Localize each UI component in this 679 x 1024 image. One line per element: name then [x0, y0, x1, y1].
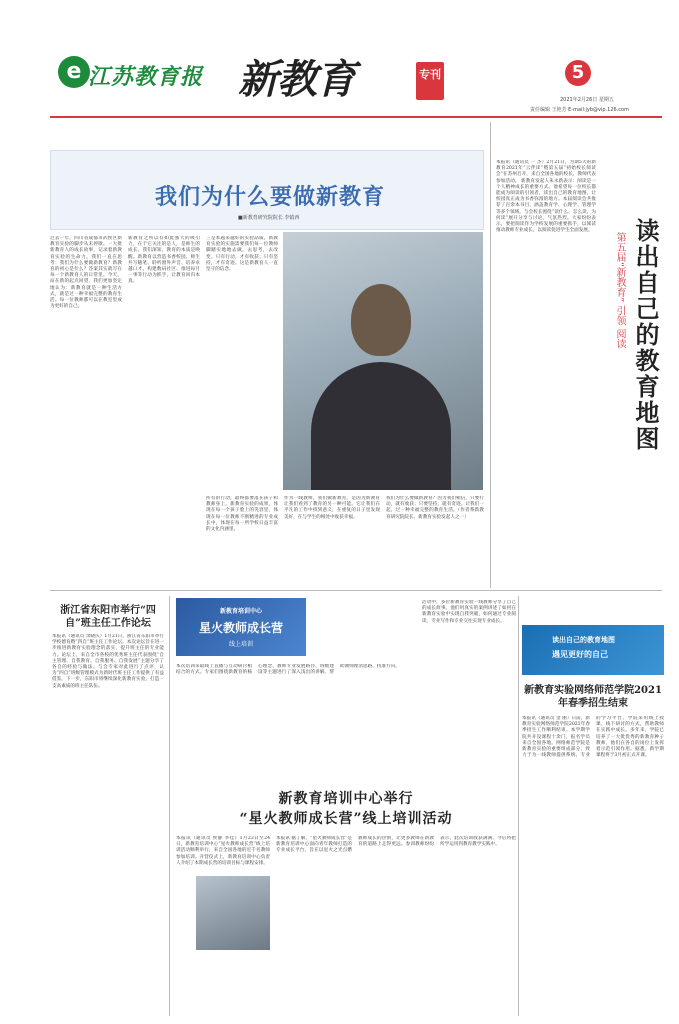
- editor-line: 责任编辑 王艳芳 E-mail:jyb@vip.126.com: [530, 107, 629, 113]
- newspaper-logo-icon: e: [58, 56, 90, 88]
- training-banner-line-1: 新教育培训中心: [219, 608, 262, 615]
- right-news-divider: [518, 596, 519, 1016]
- main-news-headline-2: “星火教师成长营”线上培训活动: [239, 811, 453, 827]
- right-banner-line-1: 读出自己的教育地图: [552, 636, 615, 644]
- page-number: 5: [565, 60, 591, 86]
- right-feature-subtitle: 第五届“新教育” 引领 阅读: [614, 232, 625, 349]
- right-news-text: 本报讯（通讯员 金 丽）日前，新教育实验网络师范学院2021年春季招生工作顺利结束。本学期学院共开设课程十余门，报名学员来自全国各地。网络师范学院是新教育实验的重要组成部分，致力于为一线教师提供系统、专业的学习平台。学院采用线上授课、线下研讨的方式，帮助教师在实践中成长。多年来，学院已培养了一大批优秀的新教育种子教师，他们在各自的岗位上发挥着示范引领作用。据悉，新学期课程将于3月初正式开课。: [522, 716, 664, 759]
- portrait-head: [351, 284, 411, 356]
- training-banner-line-3: 线上培训: [228, 641, 253, 648]
- main-news-col-1: 本报讯（通讯员 侯静 李佳）1月23日至24日，新教育培训中心“星火教师成长营”线上培训活动顺利举行，来自全国各地的近千名教师参加培训。开营仪式上，新教育培训中心负责人介绍了本期成长营的培训目标与课程安排。: [176, 836, 270, 866]
- main-news-headline-1: 新教育培训中心举行: [278, 791, 414, 807]
- lead-byline: ■新教育研究院院长 李镇西: [238, 215, 300, 221]
- training-banner: [176, 598, 306, 656]
- section-title: 新教育: [238, 56, 355, 103]
- lead-column-3: 三是本越来越好的实验品质。新教育实验的实施需要我们每一位教师脚踏实地地去做，去思考，去改变。只有行动，才有收获；只有坚持，才有奇迹。这是新教育人一直坚守的信念。: [206, 236, 278, 273]
- lead-column-6: 我们为什么要做新教育？因为我们相信，只要行动，就有收获；只要坚持，就有奇迹。让我们一起，过一种幸福完整的教育生活。（作者系新教育研究院院长、新教育实验发起人之一）: [386, 496, 484, 520]
- right-feature-dateline: [496, 160, 596, 588]
- right-feature-title: 读出自己的教育地图: [631, 218, 660, 452]
- lead-column-1: 过去一年，四川省成都市武侯区新教育实验的脚步从未停歇。一大批新教育人的成长故事，记录着新教育实验的生命力。我们一直在思考：我们为什么要做新教育？新教育的初心是什么？答案其实就写在每一个新教育人的日常里。今天，站在新的起点回望，我们更加坚定地认为：新教育就是一种生活方式，就是过一种幸福完整的教育生活。每一位教师都可以在教室里成为更好的自己。: [50, 236, 122, 310]
- right-feature-lead: 本报讯（通讯员 一 杰）2月21日，为期5天的新教育2021年“云伴读”暨第五届“初始校长阅读会”在苏州召开，来自全国各地的校长、教师代表参加活动。: [496, 160, 596, 184]
- newspaper-name: 江苏教育报: [88, 64, 204, 90]
- main-news-col-1b: [176, 954, 270, 1014]
- training-banner-line-2: 星火教师成长营: [198, 621, 283, 635]
- right-news-headline: 新教育实验网络师范学院2021年春季招生结束: [524, 685, 662, 709]
- lead-column-2: 新教育之所以有如此强大的吸引力，在于它关注的是人，是师生的成长。我们深知，教育的本质是唤醒。新教育以营造书香校园、师生共写随笔、聆听窗外声音、培养卓越口才、构建数码社区、推进每月一事等行动为抓手，让教育回归本真。: [128, 236, 200, 285]
- masthead-divider: [50, 116, 662, 118]
- speaker-photo: [196, 876, 270, 950]
- left-news-headline: 浙江省东阳市举行“四自”班主任工作论坛: [60, 605, 156, 629]
- right-banner-line-2: 遇见更好的自己: [552, 649, 608, 659]
- right-feature-text: 新教育发起人朱永新表示：阅读是一个人精神成长的重要方式。他希望每一位校长都能成为阅读的引领者，读出自己的教育地图，让校园真正成为书香弥漫的地方。本届阅读会共推荐了百余本书目，涵盖教育学、心理学、管理学等多个领域。与会校长围绕“读什么、怎么读、为何读”展开分享与讨论，气氛热烈。大家纷纷表示，要把阅读作为学校发展的重要抓手，以阅读推动教师专业成长，以阅读促进学生全面发展。: [496, 178, 596, 234]
- section-divider: [50, 590, 662, 591]
- main-news-upper-text: 本次培训采取线上直播与互动研讨相结合的方式。专家们围绕新教育的核心理念、教师专业发展路径、班级建设等主题进行了深入浅出的讲解，帮助教师理清思路、找准方向。: [176, 664, 400, 676]
- lead-headline: 我们为什么要做新教育: [154, 184, 385, 210]
- left-column-divider: [169, 596, 170, 1016]
- right-column-divider: [490, 122, 491, 588]
- portrait-body: [311, 362, 451, 490]
- main-news-col-4: 本报讯 据了解，“星火教师成长营”是新教育培训中心面向青年教师打造的专业成长平台，旨在以星火之光点燃教师成长的热情，让更多教师在新教育的道路上走得更远。参训教师纷纷表示，此次培训收获满满，今后将把所学运用到教育教学实践中。: [276, 836, 516, 854]
- author-photo: [283, 232, 483, 490]
- main-news-right-text: 活动中，多位新教育实验一线教师分享了自己的成长故事。他们用真实的案例讲述了如何在新教育实验中实现自我突破，如何通过专业阅读、专业写作和专业交往实现专业成长。: [422, 600, 516, 624]
- right-news-banner: [522, 625, 664, 675]
- lead-column-4: 所有的行动，最终都要落在孩子和教师身上。新教育实验的成果，体现在每一个孩子脸上的笑容里，体现在每一位教师不断精进的专业成长中，体现在每一所学校日益丰富的文化内涵里。: [206, 496, 278, 533]
- lead-column-5: 作为一线教师，我们做新教育，是因为新教育让我们看到了教育的另一种可能。它让我们在平凡的工作中找到意义，在重复的日子里发现美好，在与学生的相处中收获幸福。: [284, 496, 380, 520]
- section-badge: 专刊: [416, 62, 444, 100]
- left-news-text: 本报讯（通讯员 余晓庆）1月21日，浙江省东阳市举行学校德育暨“四自”班主任工作论坛。本次论坛旨在进一步推进新教育实验理念的落实，提升班主任的专业能力。论坛上，来自全市各校的优秀班主任代表围绕“自主管理、自我教育、自我服务、自我发展”主题分享了各自的经验与做法。与会专家对此进行了点评，认为“四自”班级管理模式为新时代班主任工作提供了有益借鉴。下一步，东阳市将继续深化新教育实验，打造一支高素质的班主任队伍。: [52, 634, 164, 689]
- issue-date: 2021年2月26日 星期五: [560, 97, 614, 103]
